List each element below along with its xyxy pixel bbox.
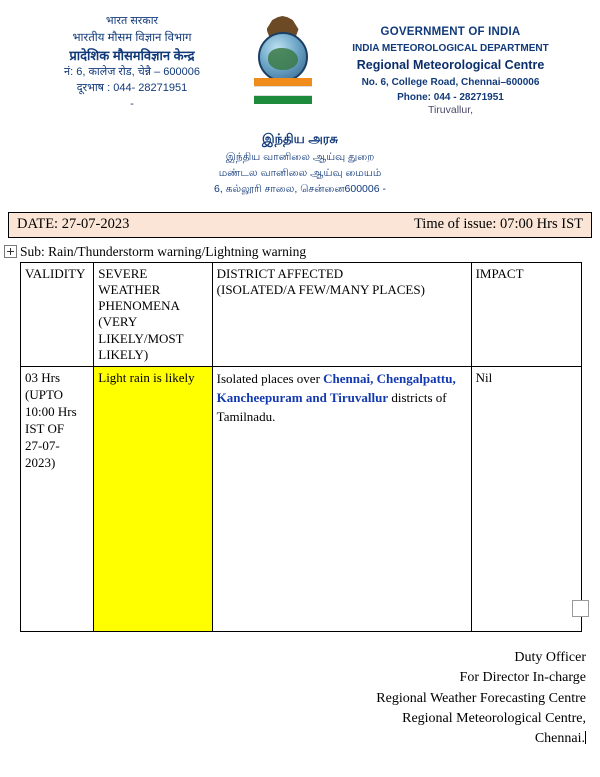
table-row — [21, 367, 582, 632]
table-header-row — [21, 262, 582, 367]
signature-rwfc: Regional Weather Forecasting Centre — [376, 690, 586, 706]
header-tamil-block — [0, 129, 600, 198]
subject-row — [4, 244, 600, 260]
hindi-phone-line: दूरभाष : 044- 28271951 — [76, 82, 188, 95]
tamil-address-line: 6, கல்லூரி சாலை, சென்னை600006 - — [214, 183, 386, 196]
date-issue-bar — [8, 212, 592, 238]
district-prefix: Isolated places over — [216, 371, 324, 387]
signature-city: Chennai. — [534, 731, 585, 747]
header-district-l1: DISTRICT AFFECTED — [216, 265, 344, 281]
header-phenomena-l5: LIKELY/MOST — [98, 330, 184, 346]
header-phenomena-l6: LIKELY) — [98, 346, 149, 362]
hindi-trailing-line: - — [130, 98, 134, 111]
header-district-l2: (ISOLATED/A FEW/MANY PLACES) — [216, 281, 425, 297]
issue-time: Time of issue: 07:00 Hrs IST — [413, 216, 583, 233]
tricolor-ribbon-shape — [254, 78, 312, 104]
validity-l2: (UPTO — [25, 387, 64, 403]
header-phenomena-l4: (VERY — [98, 314, 138, 330]
header-phenomena — [94, 262, 212, 367]
header-phenomena-l1: SEVERE — [98, 265, 148, 281]
resize-handle-box[interactable] — [572, 600, 589, 617]
signature-rmc: Regional Meteorological Centre, — [402, 710, 586, 726]
expand-plus-icon[interactable] — [4, 245, 17, 258]
globe-shape — [258, 32, 308, 82]
hindi-gov-line: भारत सरकार — [105, 15, 159, 27]
signature-duty-officer: Duty Officer — [514, 650, 586, 665]
tamil-dept-line: இந்திய வானிலை ஆய்வு துறை — [225, 150, 375, 163]
hindi-centre-line: प्रादेशिक मौसमविज्ञान केन्द्र — [69, 47, 195, 63]
phone-line: Phone: 044 - 28271951 — [397, 92, 504, 103]
hindi-address-line: नं: 6, कालेज रोड, चेन्नै – 600006 — [64, 66, 200, 79]
hindi-dept-line: भारतीय मौसम विज्ञान विभाग — [72, 31, 192, 44]
district-places: Chennai, Chengalpattu, Kancheepuram and Tiruvallur — [216, 371, 456, 406]
header-district — [212, 262, 471, 367]
header-phenomena-l2: WEATHER — [98, 281, 161, 297]
validity-l4: IST OF — [25, 420, 65, 436]
text-cursor — [585, 731, 586, 744]
cell-phenomena: Light rain is likely — [94, 367, 212, 632]
tiruvallur-line: Tiruvallur, — [427, 104, 474, 116]
validity-l3: 10:00 Hrs — [25, 403, 77, 419]
signature-for-director: For Director In-charge — [459, 670, 586, 686]
district-suffix: districts of Tamilnadu. — [216, 390, 447, 424]
subject-text: Sub: Rain/Thunderstorm warning/Lightning warning — [20, 243, 307, 259]
tamil-gov-line: இந்திய அரசு — [261, 130, 339, 146]
cell-validity — [21, 367, 94, 632]
imd-line: INDIA METEOROLOGICAL DEPARTMENT — [352, 43, 549, 55]
signature-block — [376, 648, 586, 749]
header-hindi-block — [25, 14, 240, 113]
header-english-block — [326, 14, 576, 119]
document-header — [0, 0, 600, 119]
header-impact: IMPACT — [471, 262, 581, 367]
emblem-container — [240, 14, 326, 108]
tamil-centre-line: மண்டல வானிலை ஆய்வு மையம் — [218, 167, 382, 180]
validity-l1: 03 Hrs — [25, 370, 61, 386]
header-validity: VALIDITY — [21, 262, 94, 367]
issue-date: DATE: 27-07-2023 — [17, 216, 130, 233]
cell-impact: Nil — [471, 367, 581, 632]
warning-table — [20, 262, 582, 633]
header-phenomena-l3: PHENOMENA — [98, 298, 180, 314]
gov-of-india-line: GOVERNMENT OF INDIA — [380, 26, 521, 38]
imd-emblem-icon — [252, 16, 314, 108]
cell-district — [212, 367, 471, 632]
address-line: No. 6, College Road, Chennai–600006 — [361, 77, 540, 88]
validity-l5: 27-07-2023) — [25, 437, 60, 470]
rmc-line: Regional Meteorological Centre — [356, 58, 545, 73]
